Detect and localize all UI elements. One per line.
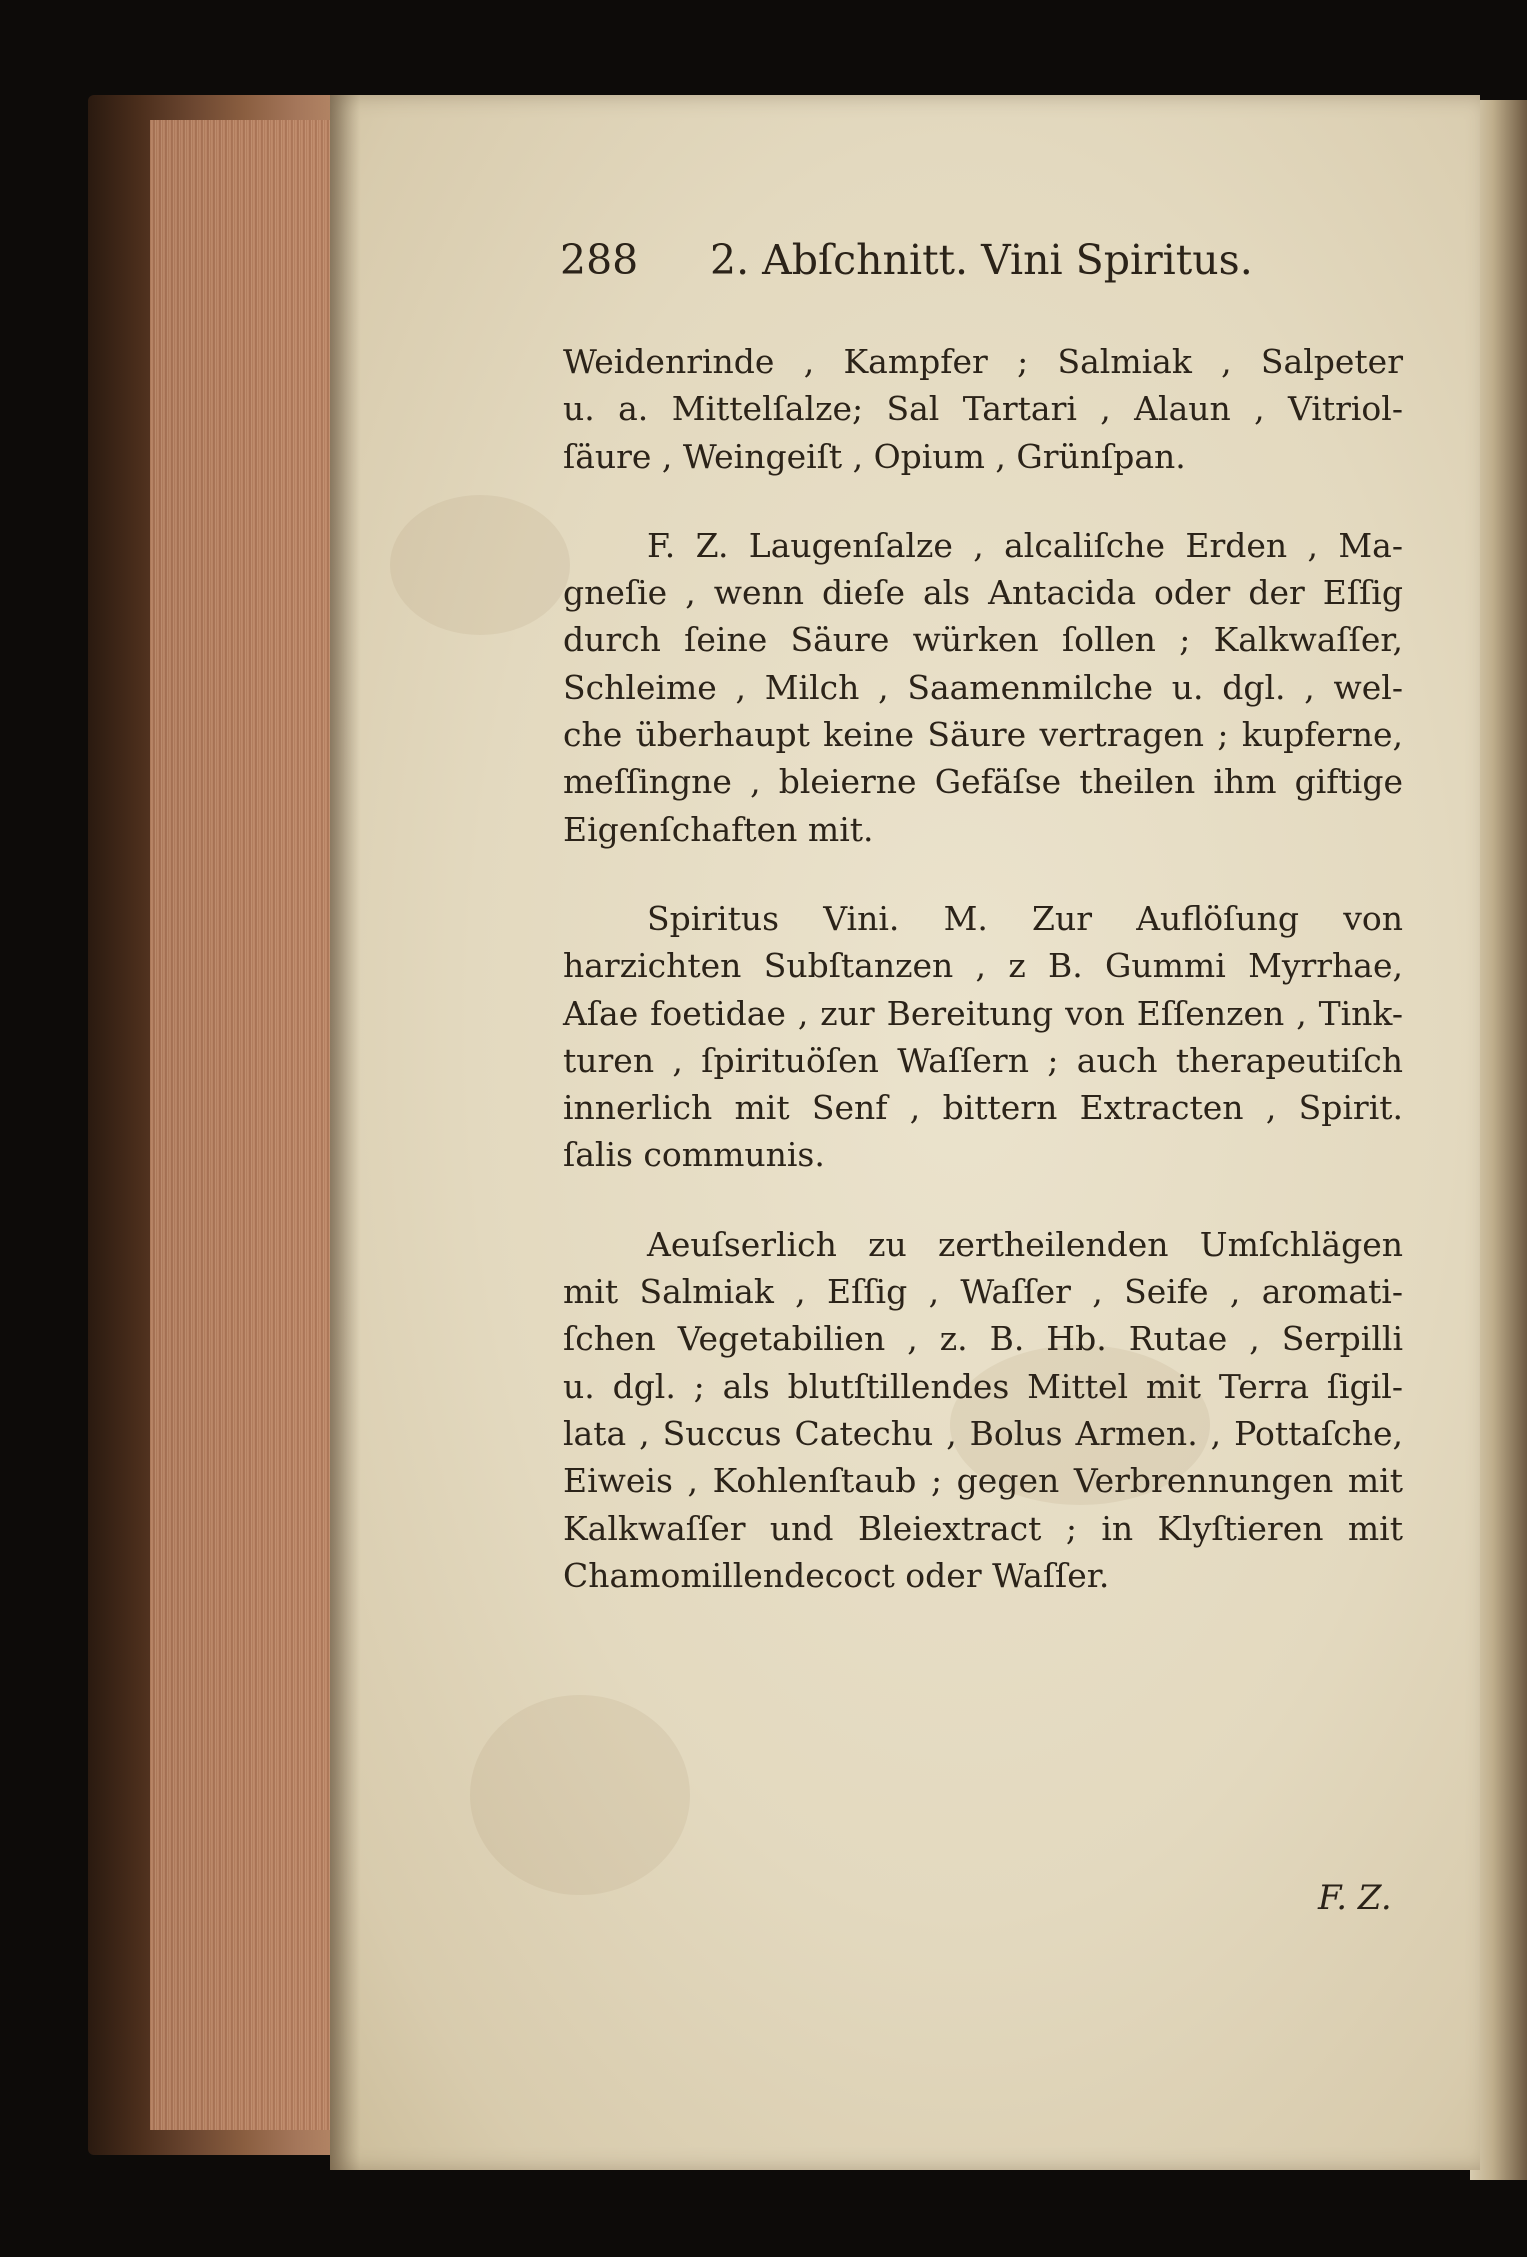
running-header <box>560 236 1253 292</box>
text-line: ſchen Vegetabilien , z. B. Hb. Rutae , Serpilli <box>563 1319 1403 1359</box>
text-line: Kalkwaſſer und Bleiextract ; in Klyſtieren mit <box>563 1508 1403 1548</box>
text-line: Aeuſserlich zu zertheilenden Umſchlägen <box>647 1224 1403 1264</box>
paragraph-gap <box>563 1179 1403 1221</box>
text-line: durch ſeine Säure würken ſollen ; Kalkwaſſer, <box>563 620 1403 660</box>
text-line: gneſie , wenn dieſe als Antacida oder der Eſſig <box>563 573 1403 613</box>
text-line: innerlich mit Senf , bittern Extracten , Spirit. <box>563 1088 1403 1128</box>
text-line: u. a. Mittelſalze; Sal Tartari , Alaun , Vitriol- <box>563 389 1403 429</box>
page-stain <box>470 1695 690 1895</box>
body-text <box>563 338 1403 1599</box>
text-line: turen , ſpirituöſen Waſſern ; auch therapeutiſch <box>563 1040 1403 1080</box>
text-line: u. dgl. ; als blutſtillendes Mittel mit Terra ſigil- <box>563 1366 1403 1406</box>
text-line: ſäure , Weingeiſt , Opium , Grünſpan. <box>563 436 1186 476</box>
text-line: Aſae foetidae , zur Bereitung von Eſſenzen , Tink- <box>563 993 1403 1033</box>
text-line: lata , Succus Catechu , Bolus Armen. , Pottaſche, <box>563 1413 1403 1453</box>
text-line: Weidenrinde , Kampfer ; Salmiak , Salpeter <box>563 342 1403 381</box>
page-block-edges <box>150 120 340 2130</box>
text-line: Spiritus Vini. M. Zur Auflöſung von <box>647 898 1403 938</box>
text-line: Eiweis , Kohlenſtaub ; gegen Verbrennungen mit <box>563 1461 1403 1501</box>
page-stain <box>390 495 570 635</box>
page-gutter-shadow <box>330 95 360 2170</box>
text-line: Chamomillendecoct oder Waſſer. <box>563 1555 1110 1595</box>
text-line: mit Salmiak , Eſſig , Waſſer , Seife , aromati- <box>563 1272 1403 1312</box>
catchword: F. Z. <box>1318 1878 1392 1918</box>
section-title: 2. Abſchnitt. Vini Spiritus. <box>710 236 1253 284</box>
text-line: meſſingne , bleierne Gefäſse theilen ihm giftige <box>563 762 1403 802</box>
text-line: F. Z. Laugenſalze , alcaliſche Erden , Ma- <box>647 525 1403 565</box>
text-line: harzichten Subſtanzen , z B. Gummi Myrrhae, <box>563 946 1403 986</box>
page-number: 288 <box>560 236 639 284</box>
text-line: Schleime , Milch , Saamenmilche u. dgl. , wel- <box>563 667 1403 707</box>
paragraph-gap <box>563 853 1403 895</box>
paragraph-gap <box>563 480 1403 522</box>
text-line: ſalis communis. <box>563 1135 825 1175</box>
text-line: Eigenſchaften mit. <box>563 809 874 849</box>
text-line: che überhaupt keine Säure vertragen ; kupferne, <box>563 715 1403 755</box>
